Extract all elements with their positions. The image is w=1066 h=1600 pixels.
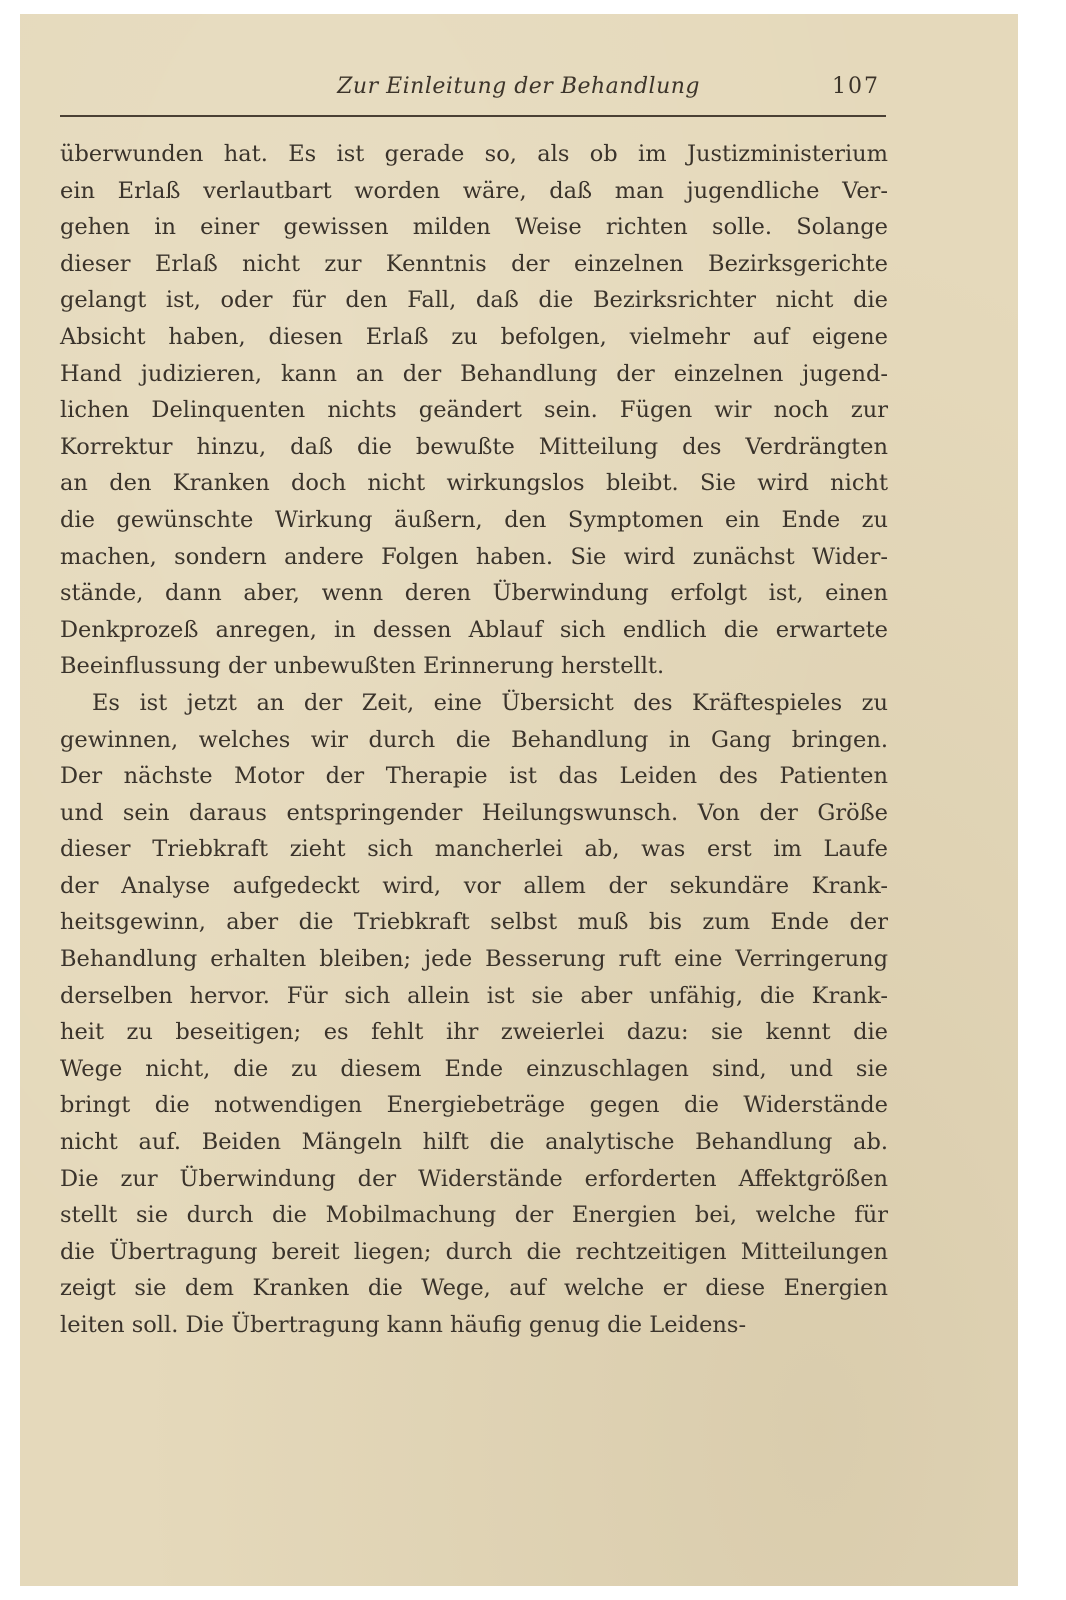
text-line: Die zur Überwindung der Widerstände erforderten Affektgrößen [60,1165,888,1192]
text-line: heitsgewinn, aber die Triebkraft selbst muß bis zum Ende der [60,909,888,936]
running-head [60,72,886,104]
text-line: stände, dann aber, wenn deren Überwindung erfolgt ist, einen [60,580,888,607]
paragraph-2 [60,685,888,1344]
text-line: zeigt sie dem Kranken die Wege, auf welche er diese Energien [60,1275,888,1302]
text-line: gewinnen, welches wir durch die Behandlung in Gang bringen. [60,726,888,753]
text-line: leiten soll. Die Übertragung kann häufig genug die Leidens- [60,1312,747,1338]
text-line: ein Erlaß verlautbart worden wäre, daß man jugendliche Ver- [60,177,888,204]
paragraph-1 [60,136,888,685]
text-line: der Analyse aufgedeckt wird, vor allem der sekundäre Krank- [60,872,888,899]
text-line: Korrektur hinzu, daß die bewußte Mitteilung des Verdrängten [60,433,888,460]
text-line: überwunden hat. Es ist gerade so, als ob im Justizministerium [60,141,888,167]
text-line: dieser Triebkraft zieht sich mancherlei ab, was erst im Laufe [60,836,888,863]
text-line: Beeinflussung der unbewußten Erinnerung herstellt. [60,653,665,680]
text-line: Wege nicht, die zu diesem Ende einzuschlagen sind, und sie [60,1055,888,1082]
text-line: Hand judizieren, kann an der Behandlung der einzelnen jugend- [60,360,888,387]
header-rule [60,115,886,117]
body-text [60,136,888,1344]
text-line: lichen Delinquenten nichts geändert sein. Fügen wir noch zur [60,397,888,424]
text-line: Denkprozeß anregen, in dessen Ablauf sich endlich die erwartete [60,616,888,643]
running-head-title: Zur Einleitung der Behandlung [337,74,700,99]
text-line: heit zu beseitigen; es fehlt ihr zweierlei dazu: sie kennt die [60,1019,888,1046]
text-line: machen, sondern andere Folgen haben. Sie wird zunächst Wider- [60,543,888,570]
page-number: 107 [832,74,880,99]
text-line: stellt sie durch die Mobilmachung der Energien bei, welche für [60,1202,888,1229]
text-line: die gewünschte Wirkung äußern, den Symptomen ein Ende zu [60,506,888,533]
text-line: nicht auf. Beiden Mängeln hilft die analytische Behandlung ab. [60,1129,888,1156]
text-line: Es ist jetzt an der Zeit, eine Übersicht des Kräftespieles zu [92,689,888,716]
text-line: bringt die notwendigen Energiebeträge gegen die Widerstände [60,1092,888,1119]
text-line: Der nächste Motor der Therapie ist das Leiden des Patienten [60,763,888,790]
text-line: derselben hervor. Für sich allein ist sie aber unfähig, die Krank- [60,982,888,1009]
text-line: gehen in einer gewissen milden Weise richten solle. Solange [60,214,888,241]
book-page [20,14,1018,1586]
text-line: und sein daraus entspringender Heilungswunsch. Von der Größe [60,799,888,826]
text-line: Behandlung erhalten bleiben; jede Besserung ruft eine Verringerung [60,946,888,973]
text-line: die Übertragung bereit liegen; durch die rechtzeitigen Mitteilungen [60,1238,888,1265]
text-line: Absicht haben, diesen Erlaß zu befolgen, vielmehr auf eigene [60,323,888,350]
text-line: an den Kranken doch nicht wirkungslos bleibt. Sie wird nicht [60,470,888,497]
text-line: dieser Erlaß nicht zur Kenntnis der einzelnen Bezirksgerichte [60,250,888,277]
text-line: gelangt ist, oder für den Fall, daß die Bezirksrichter nicht die [60,287,888,314]
